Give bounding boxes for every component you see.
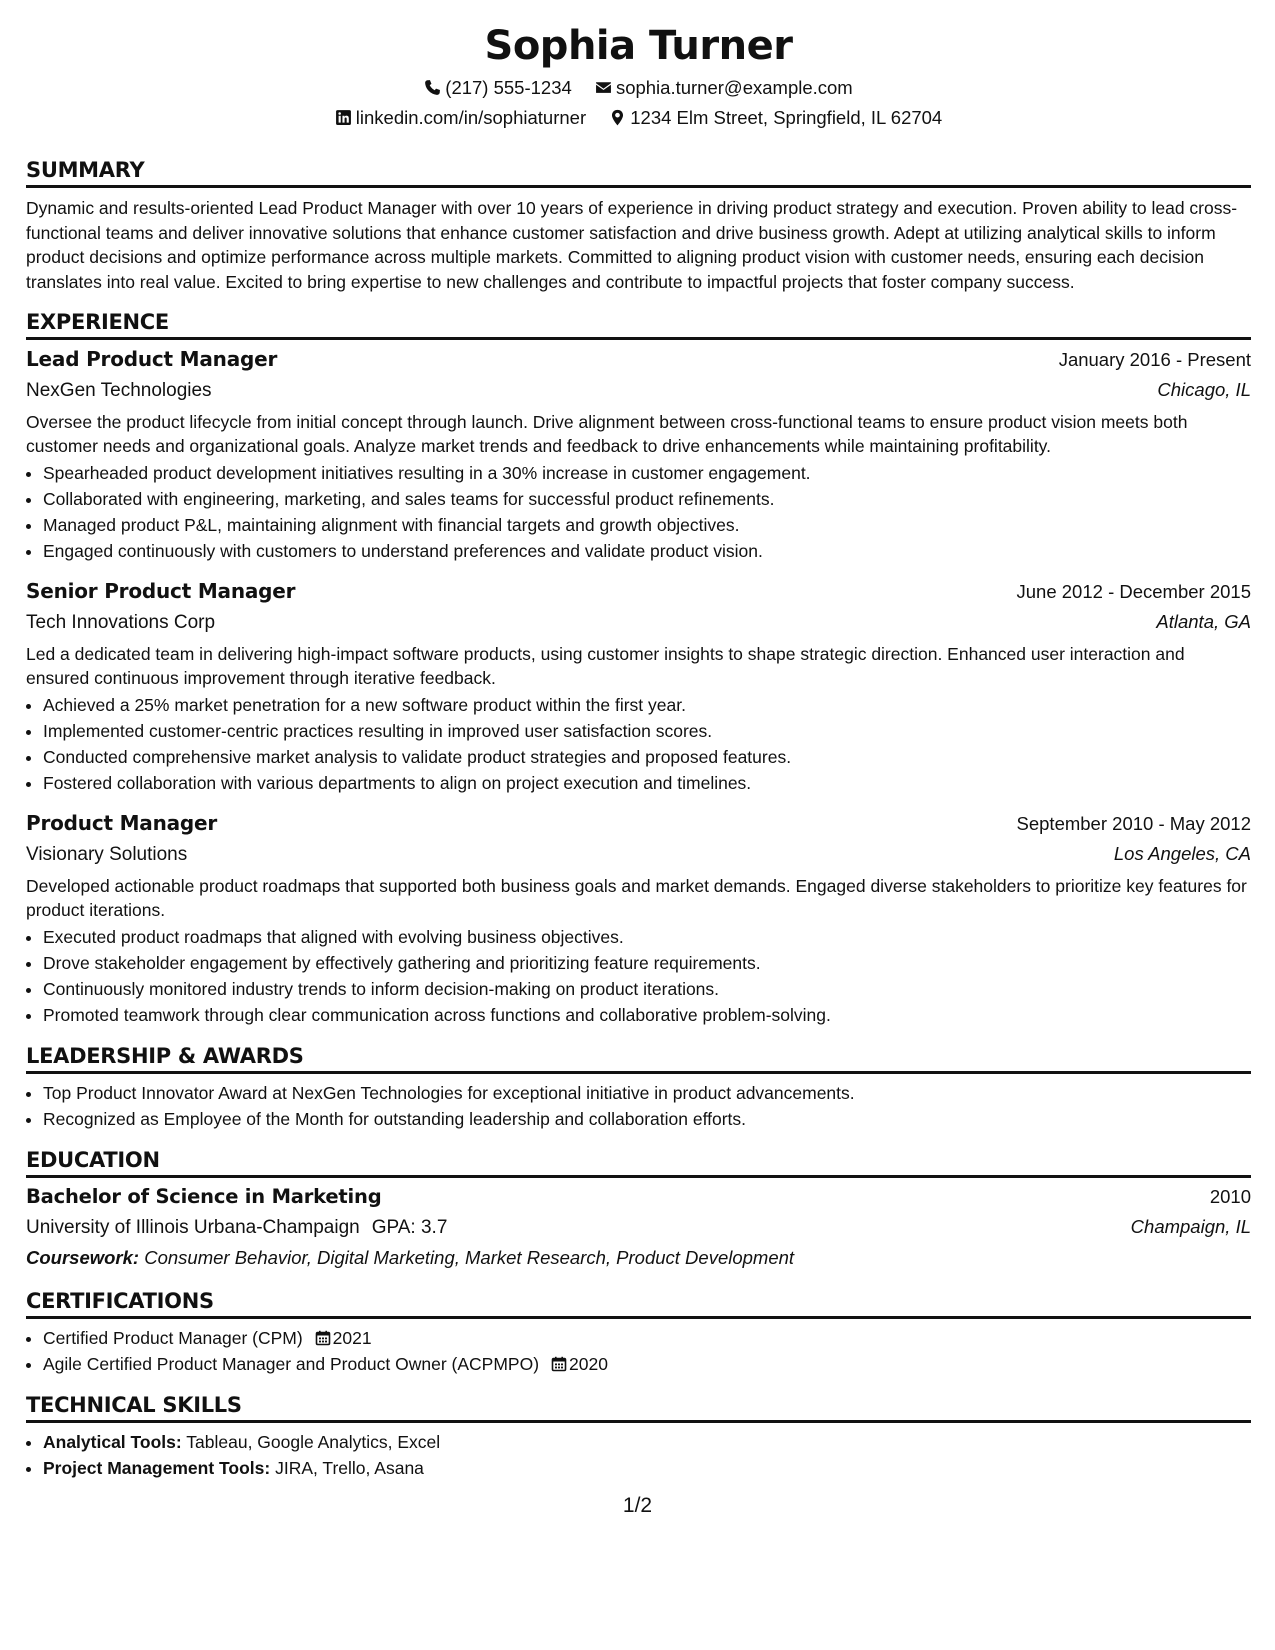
address-contact (609, 106, 942, 130)
skill-category: Analytical Tools: (43, 1432, 182, 1452)
certifications-list (26, 1325, 1251, 1377)
list-item: • Conducted comprehensive market analysis to validate product strategies and proposed features. (43, 744, 1251, 770)
summary-text: Dynamic and results-oriented Lead Product Manager with over 10 years of experience in driving product strategy and execution. Proven ability to lead cross-functional teams and deliver innovative solutions that enhance customer satisfaction and drive business growth. Adept at utilizing analytical skills to inform product decisions and optimize performance across multiple markets. Committed to aligning product vision with customer needs, ensuring each decision translates into real value. Excited to bring expertise to new challenges and contribute to impactful projects that foster company success. (26, 198, 1238, 292)
awards-list (26, 1080, 1251, 1132)
coursework-list: Consumer Behavior, Digital Marketing, Market Research, Product Development (144, 1247, 795, 1268)
gpa: GPA: 3.7 (371, 1217, 448, 1238)
phone-number: (217) 555-1234 (445, 77, 572, 98)
address: 1234 Elm Street, Springfield, IL 62704 (630, 107, 943, 128)
email-address[interactable]: sophia.turner@example.com (615, 77, 853, 98)
list-item: • Managed product P&L, maintaining alignment with financial targets and growth objectives. (43, 512, 1251, 538)
awards-heading: LEADERSHIP & AWARDS (26, 1042, 1251, 1074)
page-number: 1/2 (622, 1494, 653, 1517)
job-title: Senior Product Manager (26, 579, 296, 603)
list-item: • Recognized as Employee of the Month for outstanding leadership and collaboration efforts. (43, 1106, 1251, 1132)
list-item: • Implemented customer-centric practices resulting in improved user satisfaction scores. (43, 718, 1251, 744)
job-bullets (26, 692, 1251, 796)
calendar-icon (551, 1356, 567, 1372)
graduation-year: 2010 (1209, 1186, 1251, 1207)
certifications-section (26, 1287, 1251, 1377)
list-item (43, 1455, 1251, 1481)
job-location: Los Angeles, CA (1113, 843, 1251, 864)
degree: Bachelor of Science in Marketing (26, 1185, 382, 1208)
job-company: Tech Innovations Corp (26, 612, 216, 633)
job-company: Visionary Solutions (26, 844, 188, 865)
list-item: • Achieved a 25% market penetration for a new software product within the first year. (43, 692, 1251, 718)
email-contact[interactable] (595, 76, 853, 100)
certifications-heading: CERTIFICATIONS (26, 1287, 1251, 1319)
phone-contact (424, 76, 572, 100)
job-company: NexGen Technologies (26, 380, 212, 401)
job-description: Oversee the product lifecycle from initial concept through launch. Drive alignment between cross-functional teams to ensure product vision meets both customer needs and organizational goals. Analyze market trends and feedback to drive enhancements while maintaining profitability. (26, 412, 1188, 456)
coursework-label: Coursework: (26, 1247, 140, 1268)
phone-icon (424, 79, 441, 96)
candidate-name: Sophia Turner (484, 23, 793, 69)
job-description: Led a dedicated team in delivering high-impact software products, using customer insights to shape strategic direction. Enhanced user interaction and ensured continuous improvement through iterative feedback. (26, 644, 1185, 688)
summary-heading: SUMMARY (26, 156, 1251, 188)
job-bullets (26, 924, 1251, 1028)
awards-section (26, 1042, 1251, 1132)
experience-section (26, 308, 1251, 1028)
job-dates: June 2012 - December 2015 (1016, 581, 1251, 602)
list-item: • Fostered collaboration with various departments to align on project execution and timelines. (43, 770, 1251, 796)
skill-category: Project Management Tools: (43, 1458, 271, 1478)
skill-values: JIRA, Trello, Asana (275, 1458, 424, 1478)
skills-section (26, 1391, 1251, 1481)
list-item: • Engaged continuously with customers to understand preferences and validate product vision. (43, 538, 1251, 564)
list-item: • Collaborated with engineering, marketing, and sales teams for successful product refinements. (43, 486, 1251, 512)
list-item: • Promoted teamwork through clear communication across functions and collaborative problem-solving. (43, 1002, 1251, 1028)
skills-heading: TECHNICAL SKILLS (26, 1391, 1251, 1423)
linkedin-contact[interactable] (335, 106, 586, 130)
job-description: Developed actionable product roadmaps that supported both business goals and market demands. Engaged diverse stakeholders to prioritize key features for product iterations. (26, 876, 1247, 920)
resume-page (26, 22, 1251, 1481)
list-item: • Top Product Innovator Award at NexGen Technologies for exceptional initiative in product advancements. (43, 1080, 1251, 1106)
job-title: Product Manager (26, 811, 218, 835)
list-item: • Continuously monitored industry trends to inform decision-making on product iterations. (43, 976, 1251, 1002)
job-entry (26, 576, 1251, 796)
list-item: • Drove stakeholder engagement by effectively gathering and prioritizing feature requirements. (43, 950, 1251, 976)
linkedin-icon (335, 109, 352, 126)
certification-year: 2021 (332, 1328, 372, 1348)
list-item: • Spearheaded product development initiatives resulting in a 30% increase in customer engagement. (43, 460, 1251, 486)
certification-year: 2020 (569, 1354, 608, 1374)
linkedin-url[interactable]: linkedin.com/in/sophiaturner (355, 107, 587, 128)
job-entry (26, 344, 1251, 564)
skills-list (26, 1429, 1251, 1481)
skill-values: Tableau, Google Analytics, Excel (186, 1432, 441, 1452)
contact-line-1 (26, 76, 1251, 100)
job-title: Lead Product Manager (26, 347, 278, 371)
contact-line-2 (26, 106, 1251, 130)
school-location: Champaign, IL (1130, 1216, 1251, 1237)
education-section (26, 1146, 1251, 1273)
job-location: Chicago, IL (1157, 379, 1251, 400)
job-location: Atlanta, GA (1156, 611, 1251, 632)
list-item (43, 1325, 1251, 1351)
list-item (43, 1351, 1251, 1377)
certification-name: Agile Certified Product Manager and Product Owner (ACPMPO) (43, 1354, 540, 1374)
experience-heading: EXPERIENCE (26, 308, 1251, 340)
job-dates: January 2016 - Present (1058, 349, 1251, 370)
coursework (26, 1243, 1251, 1273)
job-entry (26, 808, 1251, 1028)
school-name: University of Illinois Urbana-Champaign (26, 1217, 360, 1238)
education-heading: EDUCATION (26, 1146, 1251, 1178)
envelope-icon (595, 79, 612, 96)
job-bullets (26, 460, 1251, 564)
summary-section (26, 156, 1251, 294)
map-marker-icon (609, 109, 626, 126)
school-line (26, 1213, 447, 1243)
list-item (43, 1429, 1251, 1455)
list-item: • Executed product roadmaps that aligned with evolving business objectives. (43, 924, 1251, 950)
job-dates: September 2010 - May 2012 (1016, 813, 1251, 834)
calendar-icon (315, 1330, 331, 1346)
certification-name: Certified Product Manager (CPM) (43, 1328, 303, 1348)
